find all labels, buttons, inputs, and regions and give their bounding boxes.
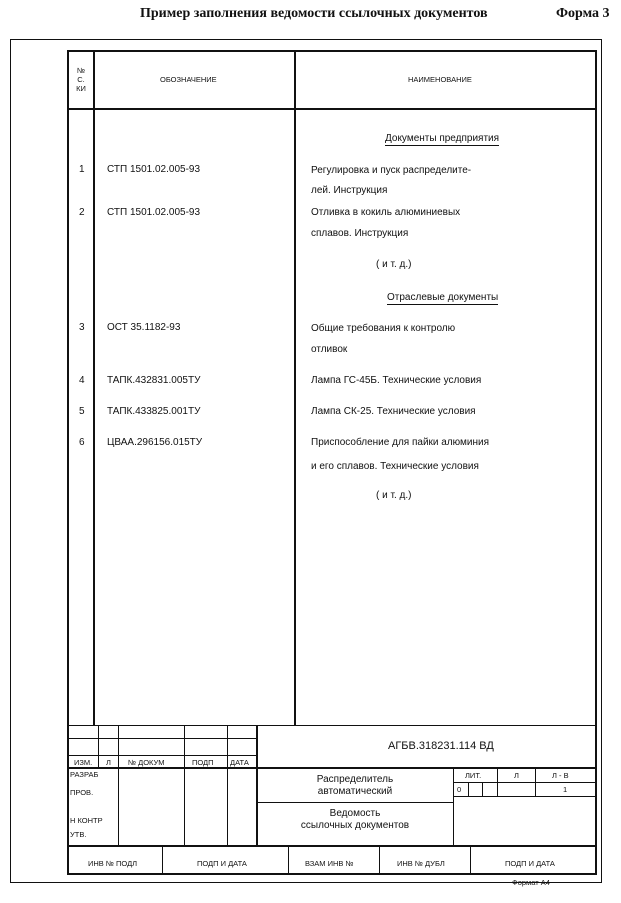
- etc-note: ( и т. д.): [376, 259, 412, 270]
- row-number: 5: [79, 406, 85, 417]
- row-designation: ЦВАА.296156.015ТУ: [107, 437, 203, 448]
- sheets-value: 1: [563, 785, 568, 794]
- stamp-bottom-line: [68, 845, 596, 847]
- header-separator: [68, 108, 596, 110]
- document-name: Ведомость ссылочных документов: [300, 808, 410, 831]
- change-label: Л: [106, 758, 111, 767]
- row-number: 4: [79, 375, 85, 386]
- product-name: Распределитель автоматический: [316, 774, 394, 797]
- lit-row-line: [453, 796, 596, 797]
- row-designation: ОСТ 35.1182-93: [107, 322, 181, 333]
- change-label: ДАТА: [230, 758, 249, 767]
- lit-col-line: [535, 768, 536, 796]
- sheets-label: Л - В: [552, 771, 569, 780]
- change-col-line: [98, 726, 99, 767]
- row-designation: СТП 1501.02.005-93: [107, 164, 201, 175]
- change-col-line: [118, 726, 119, 845]
- col-no-header: № С. КИ: [76, 66, 86, 93]
- lit-cell-line: [468, 782, 469, 796]
- col-line-no: [93, 51, 95, 725]
- col-designation-header: ОБОЗНАЧЕНИЕ: [160, 75, 217, 84]
- row-name-line: отливок: [311, 344, 348, 355]
- lit-value: 0: [457, 785, 462, 794]
- row-name-line: и его сплавов. Технические условия: [311, 461, 479, 472]
- footer-col-line: [288, 846, 289, 875]
- row-number: 6: [79, 437, 85, 448]
- lit-col-line: [497, 768, 498, 796]
- role-label: Н КОНТР: [70, 816, 103, 825]
- format-label: Формат А4: [512, 878, 550, 887]
- footer-col-line: [470, 846, 471, 875]
- footer-cell: ПОДП И ДАТА: [505, 859, 555, 868]
- row-name-line: Регулировка и пуск распределите-: [311, 165, 472, 176]
- footer-cell: ВЗАМ ИНВ №: [305, 859, 354, 868]
- row-number: 2: [79, 207, 85, 218]
- etc-note: ( и т. д.): [376, 490, 412, 501]
- lit-cell-line: [482, 782, 483, 796]
- role-label: УТВ.: [70, 830, 87, 839]
- change-col-line: [227, 726, 228, 845]
- lit-divider: [453, 768, 454, 845]
- row-designation: ТАПК.432831.005ТУ: [107, 375, 201, 386]
- section-industry-docs: Отраслевые документы: [387, 292, 499, 303]
- col-name-header: НАИМЕНОВАНИЕ: [408, 75, 472, 84]
- section-enterprise-docs: Документы предприятия: [385, 133, 500, 144]
- row-name-line: Лампа ГС-45Б. Технические условия: [311, 375, 482, 386]
- row-name-line: Приспособление для пайки алюминия: [311, 437, 490, 448]
- stamp-top-line: [68, 767, 596, 769]
- row-name-line: лей. Инструкция: [311, 185, 388, 196]
- lit-label: ЛИТ.: [465, 771, 482, 780]
- row-name-line: Общие требования к контролю: [311, 323, 456, 334]
- change-col-line: [184, 726, 185, 845]
- row-number: 1: [79, 164, 85, 175]
- lit-row-line: [453, 782, 596, 783]
- page-title: Пример заполнения ведомости ссылочных документов: [140, 6, 488, 21]
- role-label: ПРОВ.: [70, 788, 94, 797]
- change-label: ПОДП: [192, 758, 214, 767]
- footer-cell: ИНВ № ДУБЛ: [397, 859, 445, 868]
- footer-cell: ПОДП И ДАТА: [197, 859, 247, 868]
- role-label: РАЗРАБ: [70, 770, 99, 779]
- row-designation: ТАПК.433825.001ТУ: [107, 406, 201, 417]
- table-bottom-line: [68, 725, 596, 726]
- footer-col-line: [379, 846, 380, 875]
- col-line-designation: [294, 51, 296, 725]
- footer-cell: ИНВ № ПОДЛ: [88, 859, 138, 868]
- row-name-line: сплавов. Инструкция: [311, 228, 409, 239]
- change-label: № ДОКУМ: [128, 758, 165, 767]
- name-divider: [257, 802, 453, 803]
- document-code: АГБВ.318231.114 ВД: [388, 740, 494, 752]
- row-name-line: Отливка в кокиль алюминиевых: [311, 207, 461, 218]
- row-designation: СТП 1501.02.005-93: [107, 207, 201, 218]
- row-name-line: Лампа СК-25. Технические условия: [311, 406, 476, 417]
- row-number: 3: [79, 322, 85, 333]
- sheet-label: Л: [514, 771, 519, 780]
- footer-col-line: [162, 846, 163, 875]
- form-label: Форма 3: [556, 6, 610, 21]
- change-label: ИЗМ.: [74, 758, 93, 767]
